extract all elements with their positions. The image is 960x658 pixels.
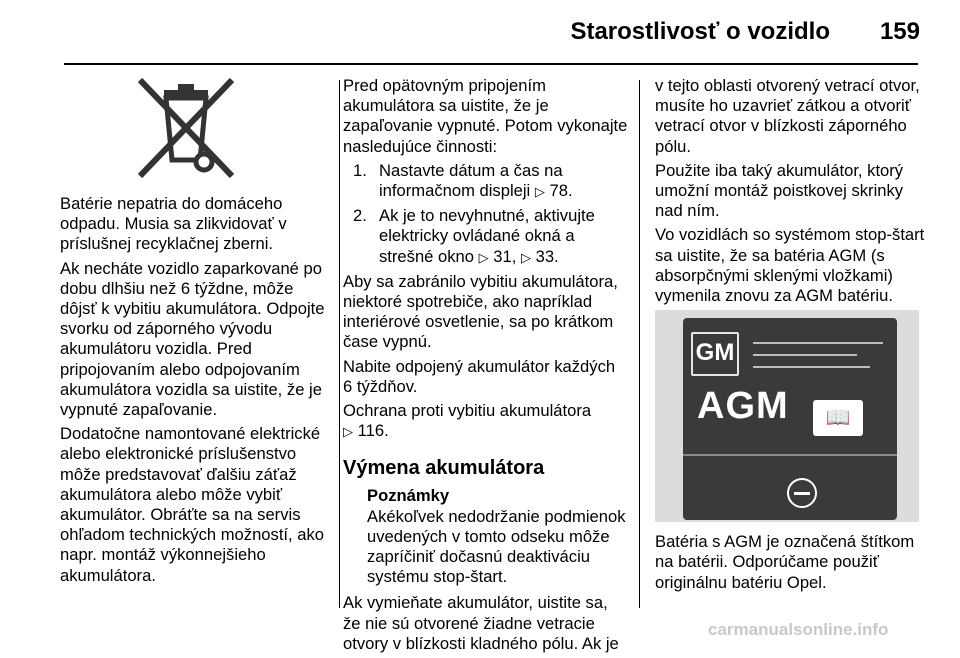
label-fine-print	[753, 332, 883, 374]
column-2	[343, 76, 628, 658]
paragraph: Ak necháte vozidlo zaparkované po dobu dlhšiu než 6 týždne, môže dôjsť k vybitiu akumulátora. Odpojte svorku od záporného vývodu akumulátoru vozidla. Pred pripojovaním alebo odpojovaním akumulátora vozidla sa uistite, že je vypnuté zapaľovanie.	[60, 258, 325, 420]
paragraph: Pred opätovným pripojením akumulátora sa uistite, že je zapaľovanie vypnuté. Potom vykonajte nasledujúce činnosti:	[343, 76, 628, 156]
column-divider-2	[639, 80, 640, 608]
note-text: Akékoľvek nedodržanie podmienok uvedených v tomto odseku môže zapríčiniť dočasnú deaktiváciu systému stop-štart.	[367, 506, 626, 587]
list-number: 1.	[353, 160, 367, 180]
page-ref-arrow-icon: ▷	[534, 184, 545, 200]
gm-logo: GM	[691, 332, 739, 376]
paragraph: Vo vozidlách so systémom stop-štart sa uistite, že sa batéria AGM (s absorpčnými sklenými vložkami) vymenila znovu za AGM batériu.	[655, 225, 925, 306]
page-ref-arrow-icon: ▷	[478, 249, 489, 265]
list-text: Nastavte dátum a čas na informačnom displeji	[379, 160, 563, 201]
paragraph-text: Ochrana proti vybitiu akumulátora	[343, 401, 592, 421]
battery-label	[683, 318, 897, 520]
watermark: carmanualsonline.info	[708, 620, 889, 639]
page-ref-link[interactable]: 33.	[535, 246, 559, 266]
paragraph: Ak vymieňate akumulátor, uistite sa, že nie sú otvorené žiadne vetracie otvory v blízkosti kladného pólu. Ak je	[343, 593, 619, 653]
paragraph: v tejto oblasti otvorený vetrací otvor, musíte ho uzavrieť zátkou a otvoriť vetrací otvor v blízkosti záporného pólu.	[655, 76, 920, 156]
paragraph: Batérie nepatria do domáceho odpadu. Musia sa zlikvidovať v príslušnej recyklačnej zberni.	[60, 194, 287, 254]
note-title: Poznámky	[367, 486, 450, 506]
page-ref-link[interactable]: 78.	[549, 181, 573, 201]
paragraph: Batéria s AGM je označená štítkom na batérii. Odporúčame použiť originálnu batériu Opel.	[655, 532, 915, 592]
agm-battery-label-photo	[655, 310, 919, 522]
manual-book-icon: 📖	[813, 400, 863, 436]
list-item	[343, 206, 628, 268]
note-box	[343, 486, 628, 587]
page-ref-link[interactable]: 116.	[357, 421, 389, 441]
paragraph: Použite iba taký akumulátor, ktorý umožní montáž poistkovej skrinky nad ním.	[655, 160, 904, 221]
header-rule	[64, 63, 918, 65]
label-divider	[683, 454, 897, 456]
page-number: 159	[879, 18, 920, 45]
paragraph: Aby sa zabránilo vybitiu akumulátora, niektoré spotrebiče, ako napríklad interiérové osvetlenie, sa po krátkom čase vypnú.	[343, 271, 618, 352]
list-number: 2.	[353, 206, 367, 226]
paragraph: Dodatočne namontované elektrické alebo elektronické príslušenstvo môže predstavovať ďalšiu záťaž akumulátora alebo môže vybiť akumulátor. Obráťte sa na servis ohľadom technických možností, ako napr. montáž výkonnejšieho akumulátora.	[60, 424, 325, 585]
page-title: Starostlivosť o vozidlo	[570, 18, 830, 45]
step-list	[343, 161, 628, 268]
page-header	[0, 16, 960, 46]
agm-text: AGM	[697, 385, 789, 428]
paragraph: Nabite odpojený akumulátor každých 6 týždňov.	[343, 356, 616, 396]
section-heading: Výmena akumulátora	[343, 457, 545, 480]
page-ref-arrow-icon: ▷	[520, 249, 531, 265]
page-ref-link[interactable]: 31,	[493, 246, 517, 266]
list-text: Ak je to nevyhnutné, aktivujte elektricky ovládané okná a strešné okno	[379, 206, 595, 266]
negative-terminal-icon	[787, 478, 817, 508]
column-divider-1	[339, 80, 340, 608]
crossed-bin-icon	[134, 76, 238, 180]
page-ref-arrow-icon: ▷	[343, 424, 353, 440]
list-item	[343, 161, 628, 202]
paragraph	[343, 401, 628, 442]
column-3	[655, 76, 925, 597]
